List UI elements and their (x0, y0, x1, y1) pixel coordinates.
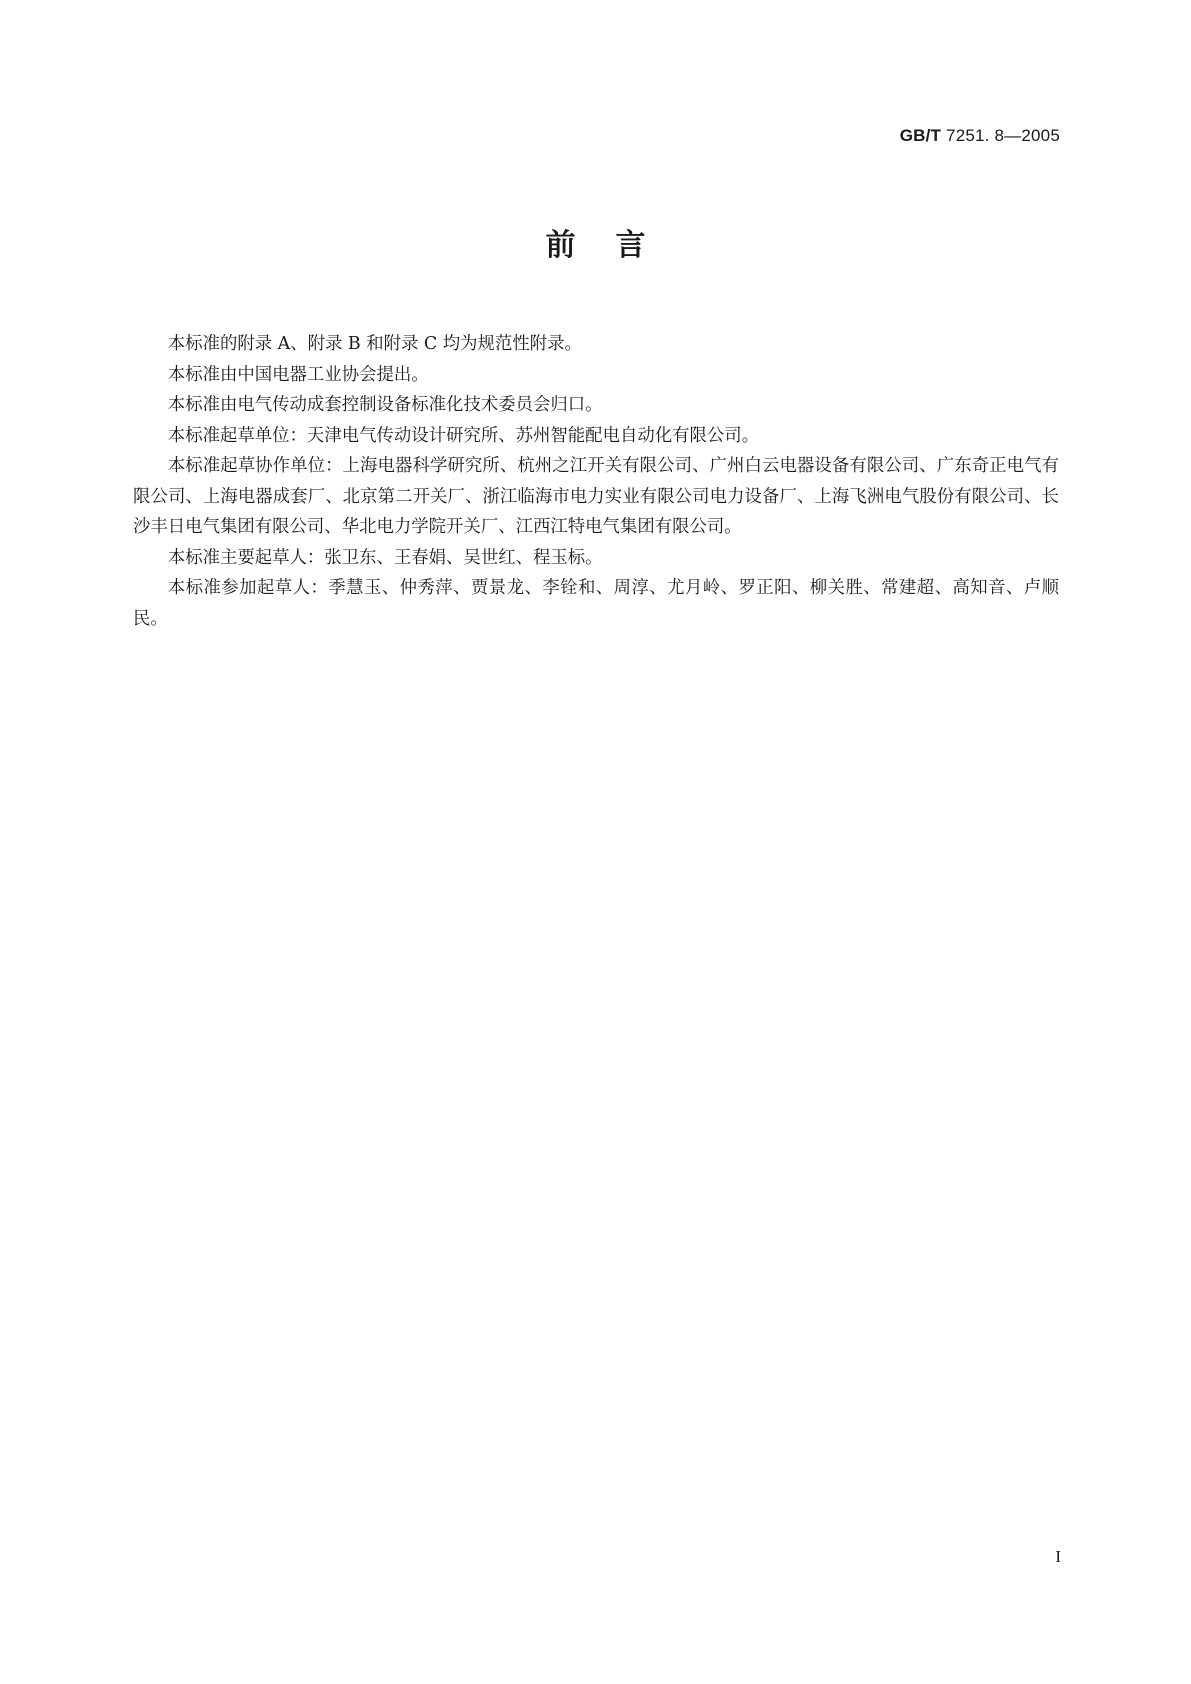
page-number: I (1055, 1547, 1061, 1566)
preface-body (133, 329, 1059, 634)
paragraph-committee: 本标准由电气传动成套控制设备标准化技术委员会归口。 (167, 395, 603, 415)
page-title: 前言 (545, 228, 686, 263)
standard-code-number: 7251. 8—2005 (941, 126, 1060, 145)
paragraph-participating-drafters: 本标准参加起草人：季慧玉、仲秀萍、贾景龙、李铨和、周淳、尤月岭、罗正阳、柳关胜、常建超、高知音、卢顺民。 (133, 578, 1059, 629)
paragraph-proposer: 本标准由中国电器工业协会提出。 (167, 364, 429, 385)
paragraph-drafting-units: 本标准起草单位：天津电气传动设计研究所、苏州智能配电自动化有限公司。 (167, 425, 760, 446)
paragraph-appendices: 本标准的附录 A、附录 B 和附录 C 均为规范性附录。 (167, 334, 582, 354)
paragraph-cooperating-units: 本标准起草协作单位：上海电器科学研究所、杭州之江开关有限公司、广州白云电器设备有限公司、广东奇正电气有限公司、上海电器成套厂、北京第二开关厂、浙江临海市电力实业有限公司电力设备厂、上海飞洲电气股份有限公司、长沙丰日电气集团有限公司、华北电力学院开关厂、江西江特电气集团有限公司。 (133, 456, 1059, 537)
paragraph-main-drafters: 本标准主要起草人：张卫东、王春娟、吴世红、程玉标。 (167, 547, 603, 568)
standard-code (900, 126, 1060, 146)
standard-code-prefix: GB/T (899, 126, 942, 145)
